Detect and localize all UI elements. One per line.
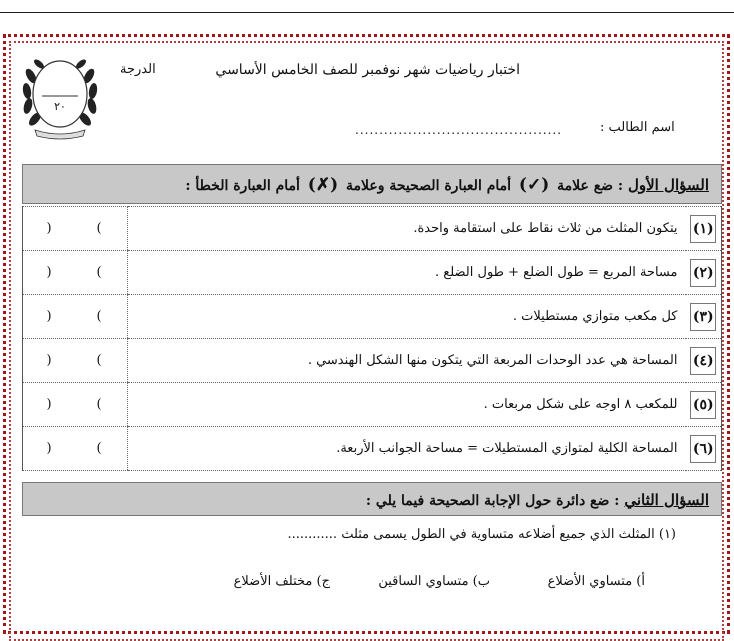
section2-instruction: : ضع دائرة حول الإجابة الصحيحة فيما يلي : — [365, 493, 620, 509]
score-total: ٢٠ — [54, 100, 66, 113]
answer-paren-open: ( — [96, 397, 102, 412]
answer-box[interactable] — [23, 383, 128, 427]
x-mark-icon: (✗) — [307, 175, 339, 195]
true-false-table — [22, 206, 722, 471]
answer-paren-open: ( — [96, 309, 102, 324]
question-number: (١) — [658, 527, 676, 542]
statement-text: كل مكعب متوازي مستطيلات . — [128, 295, 686, 339]
answer-box[interactable] — [23, 339, 128, 383]
answer-paren-open: ( — [96, 265, 102, 280]
section1-header — [22, 164, 722, 204]
statement-number: (١) — [686, 207, 722, 251]
statement-number: (٢) — [686, 251, 722, 295]
statement-text: المساحة هي عدد الوحدات المربعة التي يتكون منها الشكل الهندسي . — [128, 339, 686, 383]
answer-box[interactable] — [23, 295, 128, 339]
answer-options — [180, 574, 645, 589]
statement-number: (٣) — [686, 295, 722, 339]
answer-paren-close: ) — [46, 397, 52, 412]
question-item — [230, 527, 676, 542]
answer-paren-open: ( — [96, 441, 102, 456]
statement-row — [23, 251, 722, 295]
statement-number: (٥) — [686, 383, 722, 427]
option-b[interactable]: ب) متساوي الساقين — [378, 574, 490, 589]
section2-heading: السؤال الثاني — [624, 491, 709, 509]
answer-paren-close: ) — [46, 309, 52, 324]
answer-paren-close: ) — [46, 441, 52, 456]
answer-box[interactable] — [23, 427, 128, 471]
statement-row — [23, 295, 722, 339]
question-text: المثلث الذي جميع أضلاعه متساوية في الطول يسمى مثلث ............ — [287, 527, 655, 542]
statement-row — [23, 383, 722, 427]
section1-instruction-c: أمام العبارة الخطأ : — [185, 178, 300, 194]
statement-text: للمكعب ٨ اوجه على شكل مربعات . — [128, 383, 686, 427]
page-title: اختبار رياضيات شهر نوفمبر للصف الخامس الأساسي — [215, 62, 520, 78]
answer-paren-open: ( — [96, 353, 102, 368]
option-c[interactable]: ج) مختلف الأضلاع — [233, 574, 330, 589]
student-name-label: اسم الطالب : — [600, 120, 675, 135]
statement-number: (٦) — [686, 427, 722, 471]
statement-number: (٤) — [686, 339, 722, 383]
statement-row — [23, 427, 722, 471]
grade-label: الدرجة — [120, 62, 156, 77]
section2-header — [22, 482, 722, 516]
statement-text: مساحة المربع = طول الضلع + طول الضلع . — [128, 251, 686, 295]
section1-instruction-a: : ضع علامة — [557, 178, 624, 194]
top-rule — [0, 12, 734, 13]
answer-box[interactable] — [23, 251, 128, 295]
check-mark-icon: (✓) — [518, 175, 550, 195]
answer-paren-close: ) — [46, 265, 52, 280]
option-a[interactable]: أ) متساوي الأضلاع — [547, 574, 645, 589]
answer-paren-close: ) — [46, 353, 52, 368]
laurel-wreath-icon — [17, 46, 103, 142]
answer-box[interactable] — [23, 207, 128, 251]
statement-text: المساحة الكلية لمتوازي المستطيلات = مساحة الجوانب الأربعة. — [128, 427, 686, 471]
answer-paren-open: ( — [96, 221, 102, 236]
statement-row — [23, 207, 722, 251]
section1-instruction-b: أمام العبارة الصحيحة وعلامة — [346, 178, 512, 194]
answer-paren-close: ) — [46, 221, 52, 236]
statement-row — [23, 339, 722, 383]
student-name-field[interactable]: ........................................... — [355, 123, 563, 137]
section1-heading: السؤال الأول — [627, 176, 709, 194]
statement-text: يتكون المثلث من ثلاث نقاط على استقامة واحدة. — [128, 207, 686, 251]
